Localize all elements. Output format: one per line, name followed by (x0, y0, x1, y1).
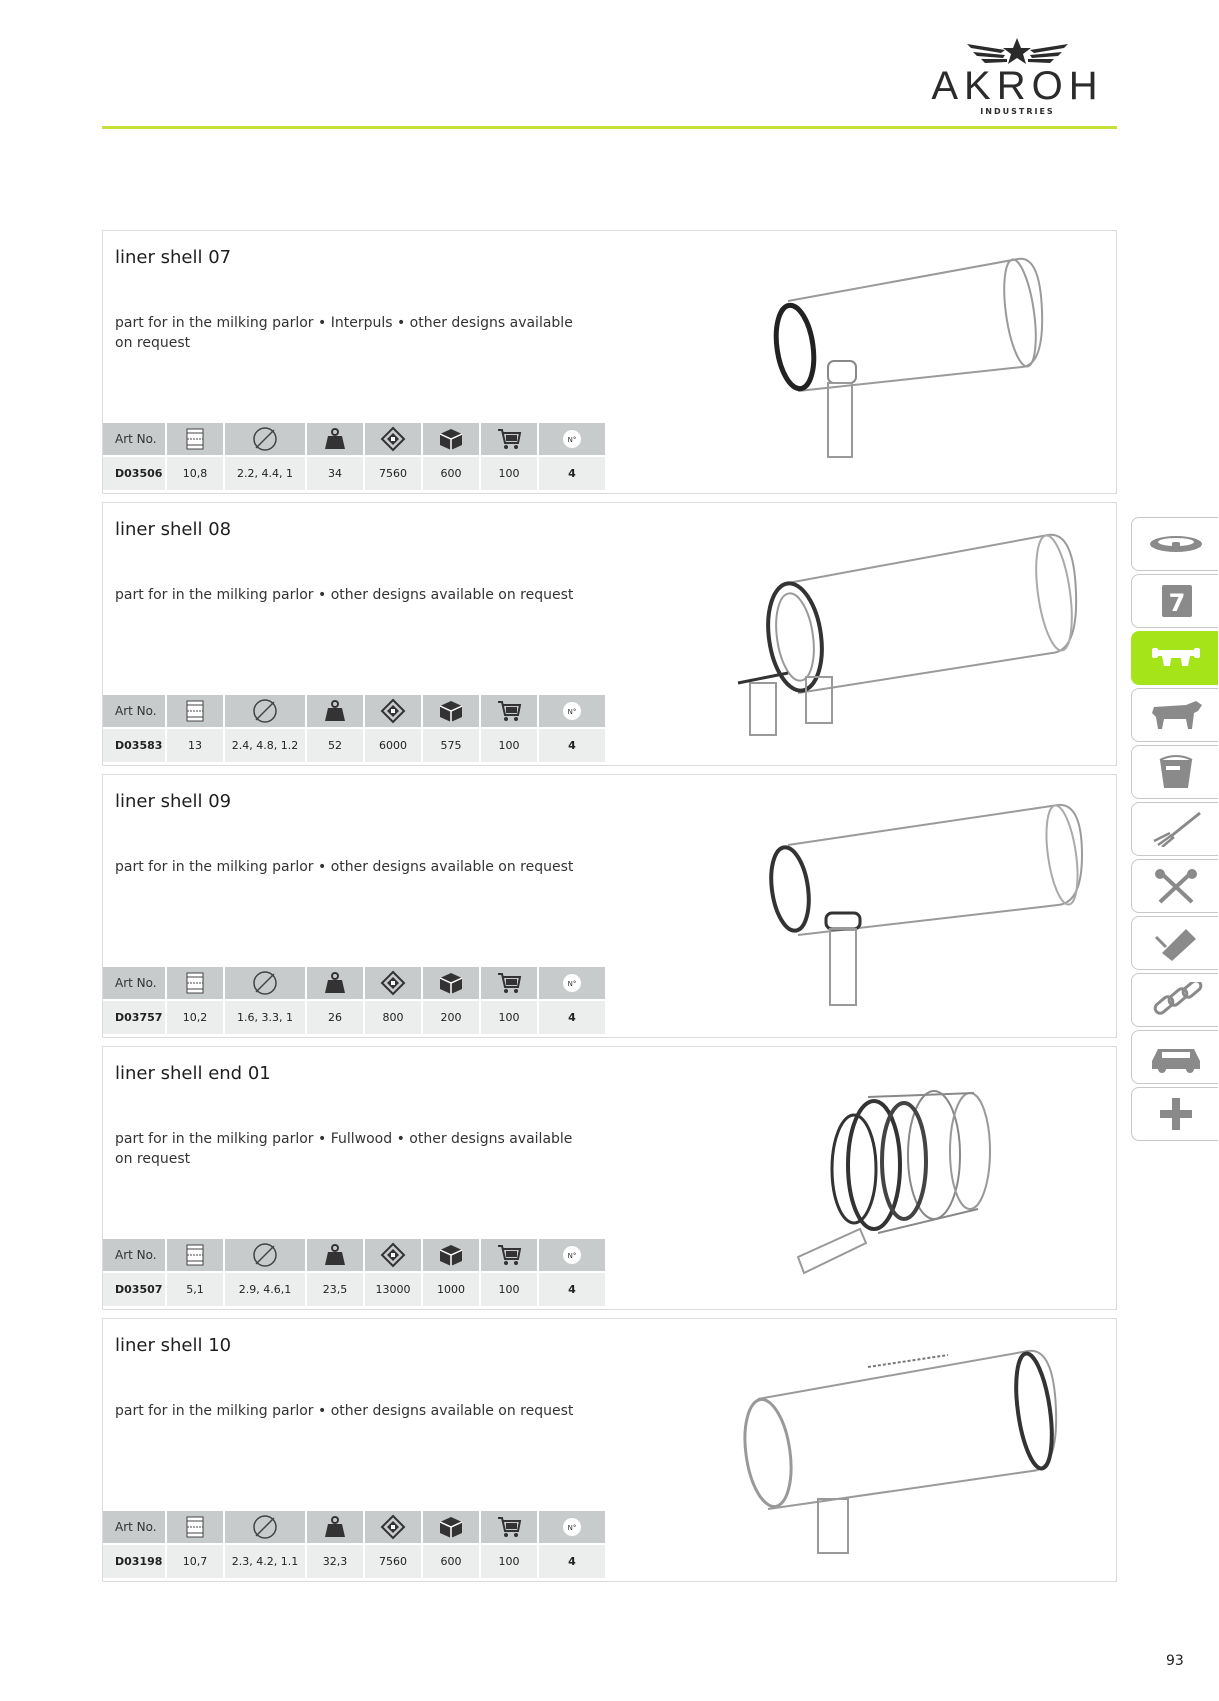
spec-header (166, 1239, 224, 1272)
spec-value: 600 (422, 456, 480, 490)
plus-icon (1146, 1096, 1206, 1132)
spec-table (103, 423, 607, 490)
spec-header (364, 1239, 422, 1272)
diameter-icon (252, 1242, 278, 1268)
spec-header (480, 1239, 538, 1272)
cart-icon (496, 1243, 522, 1267)
header-divider (102, 126, 1117, 129)
spec-value: 200 (422, 1000, 480, 1034)
pallet-icon (380, 1242, 406, 1268)
category-sidebar (1131, 517, 1219, 1144)
spec-value: 1000 (422, 1272, 480, 1306)
spec-value: 600 (422, 1544, 480, 1578)
spec-header (480, 695, 538, 728)
number-header (538, 423, 606, 456)
spec-header (306, 967, 364, 1000)
number-badge-icon (562, 1517, 582, 1537)
product-image (678, 513, 1108, 753)
number-badge-icon (562, 429, 582, 449)
svg-text:7: 7 (1168, 589, 1186, 617)
spec-value: 1.6, 3.3, 1 (224, 1000, 306, 1034)
spec-header (364, 1511, 422, 1544)
tab-cattle[interactable] (1131, 688, 1218, 742)
box-icon (438, 427, 464, 451)
spec-table (103, 967, 607, 1034)
spec-value: 2.9, 4.6,1 (224, 1272, 306, 1306)
spec-header (422, 423, 480, 456)
svg-text:N°: N° (567, 980, 577, 988)
product-description: part for in the milking parlor • other designs available on request (115, 859, 574, 875)
spec-value: 4 (538, 1272, 606, 1306)
pitchfork-icon (1146, 811, 1206, 847)
pallet-icon (380, 1514, 406, 1540)
number-seven-icon (1146, 583, 1206, 619)
diameter-icon (252, 970, 278, 996)
ring-icon (1146, 526, 1206, 562)
product-description: part for in the milking parlor • Interpuls • other designs available on request (115, 315, 573, 351)
spec-table (103, 1511, 607, 1578)
product-card (102, 1046, 1117, 1310)
spec-value: 4 (538, 456, 606, 490)
product-image (678, 1057, 1108, 1297)
spec-value: 575 (422, 728, 480, 762)
art-no-value: D03198 (103, 1544, 166, 1578)
art-no-value: D03506 (103, 456, 166, 490)
number-badge-icon (562, 973, 582, 993)
brand-name: AKROH (931, 64, 1104, 108)
svg-text:N°: N° (567, 1524, 577, 1532)
product-description: part for in the milking parlor • other designs available on request (115, 1403, 574, 1419)
bucket-icon (1146, 754, 1206, 790)
spec-header (422, 1511, 480, 1544)
pallet-icon (380, 970, 406, 996)
spec-value: 6000 (364, 728, 422, 762)
svg-text:N°: N° (567, 436, 577, 444)
number-badge-icon (562, 701, 582, 721)
tab-chains[interactable] (1131, 973, 1218, 1027)
spec-value: 5,1 (166, 1272, 224, 1306)
product-image (678, 1329, 1108, 1569)
milking-cluster-icon (1146, 640, 1206, 676)
spec-header (224, 695, 306, 728)
spec-value: 23,5 (306, 1272, 364, 1306)
product-image (678, 241, 1108, 481)
spec-value: 4 (538, 1000, 606, 1034)
dimensions-icon (184, 1243, 206, 1267)
number-header (538, 1239, 606, 1272)
spec-header (166, 423, 224, 456)
tab-brushes[interactable] (1131, 916, 1218, 970)
brand-tagline: INDUSTRIES (980, 107, 1055, 116)
spec-header (480, 1511, 538, 1544)
cow-icon (1146, 697, 1206, 733)
spec-value: 100 (480, 1000, 538, 1034)
product-card (102, 230, 1117, 494)
product-title: liner shell 07 (115, 247, 232, 268)
art-no-header: Art No. (103, 695, 166, 728)
tab-forks[interactable] (1131, 802, 1218, 856)
product-title: liner shell 09 (115, 791, 232, 812)
weight-icon (323, 427, 347, 451)
art-no-header: Art No. (103, 423, 166, 456)
spec-value: 100 (480, 1544, 538, 1578)
spec-value: 800 (364, 1000, 422, 1034)
weight-icon (323, 971, 347, 995)
dimensions-icon (184, 699, 206, 723)
spec-header (224, 1511, 306, 1544)
tools-icon (1146, 868, 1206, 904)
spec-header (166, 1511, 224, 1544)
product-title: liner shell 08 (115, 519, 232, 540)
spec-value: 4 (538, 728, 606, 762)
spec-value: 2.3, 4.2, 1.1 (224, 1544, 306, 1578)
diameter-icon (252, 426, 278, 452)
spec-header (224, 967, 306, 1000)
art-no-header: Art No. (103, 967, 166, 1000)
spec-value: 34 (306, 456, 364, 490)
spec-value: 7560 (364, 1544, 422, 1578)
product-card (102, 1318, 1117, 1582)
pallet-icon (380, 426, 406, 452)
spec-header (422, 1239, 480, 1272)
box-icon (438, 971, 464, 995)
art-no-value: D03583 (103, 728, 166, 762)
art-no-header: Art No. (103, 1239, 166, 1272)
product-title: liner shell end 01 (115, 1063, 271, 1084)
art-no-value: D03757 (103, 1000, 166, 1034)
spec-value: 100 (480, 728, 538, 762)
spec-header (306, 423, 364, 456)
box-icon (438, 699, 464, 723)
spec-header (422, 695, 480, 728)
spec-value: 26 (306, 1000, 364, 1034)
brand-logo (915, 38, 1120, 118)
spec-value: 13 (166, 728, 224, 762)
product-description: part for in the milking parlor • Fullwood • other designs available on request (115, 1131, 573, 1167)
tab-more[interactable] (1131, 1087, 1218, 1141)
art-no-header: Art No. (103, 1511, 166, 1544)
dimensions-icon (184, 971, 206, 995)
number-badge-icon (562, 1245, 582, 1265)
cart-icon (496, 1515, 522, 1539)
spec-table (103, 1239, 607, 1306)
weight-icon (323, 699, 347, 723)
product-title: liner shell 10 (115, 1335, 232, 1356)
spec-header (224, 423, 306, 456)
spec-header (306, 1239, 364, 1272)
box-icon (438, 1515, 464, 1539)
art-no-value: D03507 (103, 1272, 166, 1306)
spec-header (364, 967, 422, 1000)
tab-tags[interactable] (1131, 574, 1218, 628)
dimensions-icon (184, 427, 206, 451)
product-card (102, 774, 1117, 1038)
spec-value: 7560 (364, 456, 422, 490)
spec-value: 4 (538, 1544, 606, 1578)
spec-header (166, 967, 224, 1000)
weight-icon (323, 1515, 347, 1539)
cart-icon (496, 699, 522, 723)
box-icon (438, 1243, 464, 1267)
number-header (538, 967, 606, 1000)
diameter-icon (252, 1514, 278, 1540)
product-card (102, 502, 1117, 766)
number-header (538, 1511, 606, 1544)
spec-header (480, 423, 538, 456)
spec-header (306, 695, 364, 728)
spec-header (364, 423, 422, 456)
spec-header (166, 695, 224, 728)
spec-value: 100 (480, 1272, 538, 1306)
spec-value: 52 (306, 728, 364, 762)
spec-header (224, 1239, 306, 1272)
cart-icon (496, 971, 522, 995)
spec-header (422, 967, 480, 1000)
spec-value: 10,8 (166, 456, 224, 490)
number-header (538, 695, 606, 728)
cart-icon (496, 427, 522, 451)
spec-header (364, 695, 422, 728)
spec-header (306, 1511, 364, 1544)
tab-milking[interactable] (1131, 631, 1218, 685)
car-icon (1146, 1039, 1206, 1075)
spec-value: 13000 (364, 1272, 422, 1306)
chain-icon (1146, 982, 1206, 1018)
svg-text:N°: N° (567, 1252, 577, 1260)
dimensions-icon (184, 1515, 206, 1539)
spec-header (480, 967, 538, 1000)
spec-value: 2.2, 4.4, 1 (224, 456, 306, 490)
svg-text:N°: N° (567, 708, 577, 716)
spec-table (103, 695, 607, 762)
spec-value: 2.4, 4.8, 1.2 (224, 728, 306, 762)
spec-value: 100 (480, 456, 538, 490)
tab-tools[interactable] (1131, 859, 1218, 913)
tab-buckets[interactable] (1131, 745, 1218, 799)
spec-value: 10,7 (166, 1544, 224, 1578)
product-image (678, 785, 1108, 1025)
pallet-icon (380, 698, 406, 724)
product-description: part for in the milking parlor • other designs available on request (115, 587, 574, 603)
weight-icon (323, 1243, 347, 1267)
diameter-icon (252, 698, 278, 724)
spec-value: 10,2 (166, 1000, 224, 1034)
tab-vehicles[interactable] (1131, 1030, 1218, 1084)
brush-icon (1146, 925, 1206, 961)
spec-value: 32,3 (306, 1544, 364, 1578)
page-number: 93 (1166, 1653, 1184, 1669)
tab-rings[interactable] (1131, 517, 1218, 571)
